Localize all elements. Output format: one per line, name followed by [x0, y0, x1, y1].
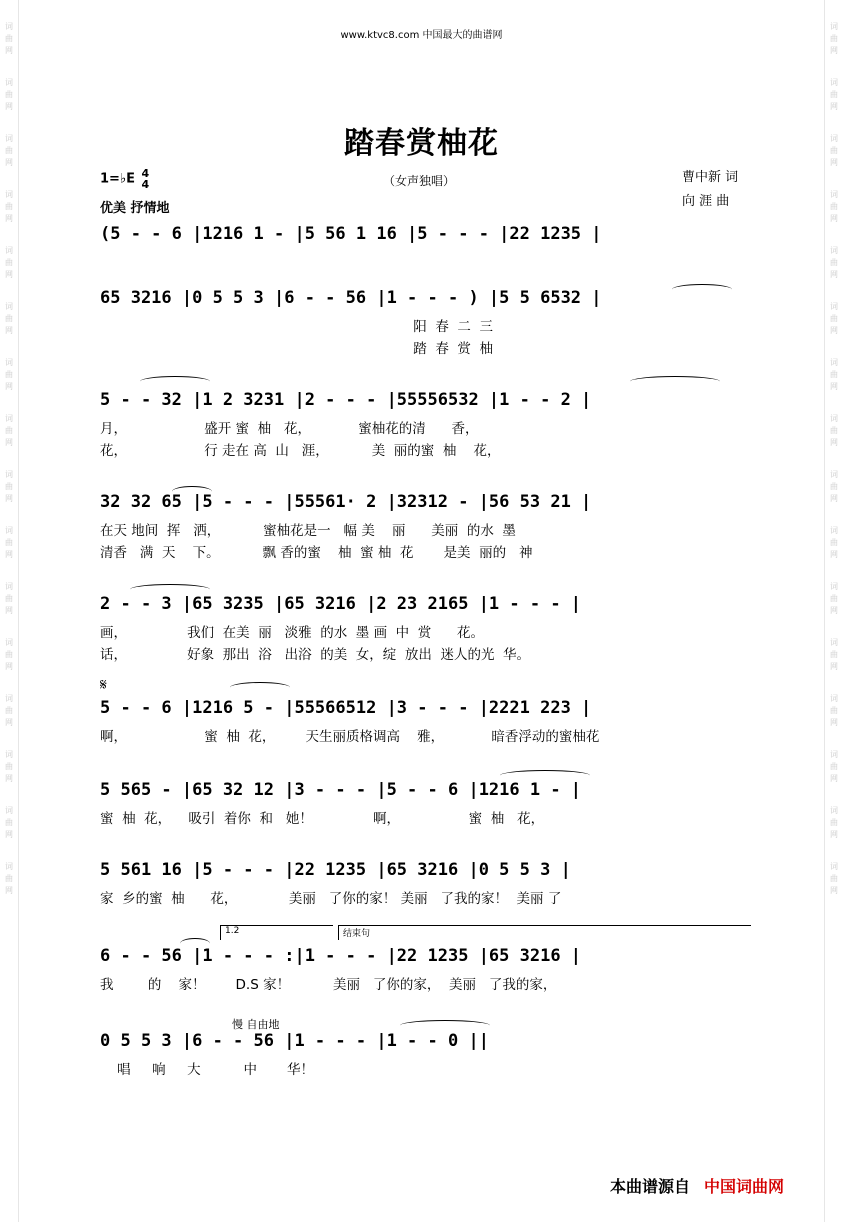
- notation: 5 561 16 |5 - - - |22 1235 |65 3216 |0 5 5 3 |: [100, 860, 571, 880]
- lyric-line: 唱 响 大 中 华！: [100, 1062, 315, 1078]
- slur-mark: [500, 770, 590, 781]
- watermark-glyph: 曲: [5, 482, 13, 491]
- lyric-line: 啊， 蜜 柚 花， 天生丽质格调高 雅， 暗香浮动的蜜柚花: [100, 729, 600, 745]
- watermark-glyph: 曲: [5, 202, 13, 211]
- watermark-glyph: 曲: [5, 874, 13, 883]
- watermark-glyph: 网: [830, 270, 838, 279]
- watermark-glyph: 词: [5, 78, 13, 87]
- credits: [682, 166, 738, 214]
- watermark-glyph: 网: [5, 438, 13, 447]
- lyricist: 曹中新 词: [682, 170, 739, 185]
- watermark-glyph: 词: [830, 638, 838, 647]
- watermark-glyph: 曲: [830, 818, 838, 827]
- lyric-line: 我 的 家！ D.S 家！ 美丽 了你的家， 美丽 了我的家，: [100, 977, 557, 993]
- watermark-glyph: 词: [830, 526, 838, 535]
- watermark-glyph: 曲: [830, 482, 838, 491]
- time-bottom: 4: [141, 178, 150, 191]
- watermark-glyph: 网: [830, 718, 838, 727]
- notation: 5 565 - |65 32 12 |3 - - - |5 - - 6 |1216 1 - |: [100, 780, 582, 800]
- watermark-glyph: 词: [5, 750, 13, 759]
- watermark-glyph: 网: [830, 606, 838, 615]
- expression-mark: 优美 抒情地: [100, 201, 170, 216]
- song-subtitle: （女声独唱）: [383, 174, 456, 188]
- notation: 65 3216 |0 5 5 3 |6 - - 56 |1 - - - ) |5 5 6532 |: [100, 288, 602, 308]
- watermark-glyph: 词: [5, 862, 13, 871]
- time-top: 4: [141, 167, 150, 180]
- watermark-glyph: 词: [5, 806, 13, 815]
- watermark-glyph: 曲: [830, 706, 838, 715]
- watermark-glyph: 词: [830, 78, 838, 87]
- watermark-glyph: 词: [5, 22, 13, 31]
- watermark-glyph: 词: [830, 470, 838, 479]
- watermark-glyph: 词: [830, 190, 838, 199]
- watermark-glyph: 曲: [830, 146, 838, 155]
- slur-mark: [230, 682, 290, 693]
- notation: 0 5 5 3 |6 - - 56 |1 - - - |1 - - 0 ||: [100, 1031, 489, 1051]
- slur-mark: [140, 376, 210, 387]
- lyric-line: 家 乡的蜜 柚 花， 美丽 了你的家！ 美丽 了我的家！ 美丽 了: [100, 891, 562, 907]
- watermark-glyph: 网: [5, 550, 13, 559]
- watermark-glyph: 曲: [5, 538, 13, 547]
- watermark-glyph: 网: [830, 774, 838, 783]
- watermark-glyph: 网: [5, 102, 13, 111]
- watermark-glyph: 网: [5, 382, 13, 391]
- watermark-glyph: 词: [830, 22, 838, 31]
- watermark-glyph: 词: [830, 134, 838, 143]
- lyric-line: 踏 春 赏 柚: [100, 341, 494, 357]
- watermark-glyph: 词: [830, 358, 838, 367]
- footer: [610, 1174, 784, 1197]
- watermark-glyph: 曲: [830, 34, 838, 43]
- slur-mark: [630, 376, 720, 387]
- watermark-glyph: 词: [5, 526, 13, 535]
- lyric-line: 蜜 柚 花， 吸引 着你 和 她！ 啊， 蜜 柚 花，: [100, 811, 545, 827]
- watermark-glyph: 词: [830, 302, 838, 311]
- watermark-glyph: 曲: [830, 90, 838, 99]
- watermark-glyph: 网: [5, 326, 13, 335]
- slur-mark: [180, 938, 210, 949]
- watermark-glyph: 词: [5, 246, 13, 255]
- watermark-glyph: 网: [5, 774, 13, 783]
- watermark-glyph: 曲: [830, 370, 838, 379]
- watermark-glyph: 网: [830, 886, 838, 895]
- lyric-line: 花， 行 走在 高 山 涯， 美 丽的蜜 柚 花，: [100, 443, 501, 459]
- lyric-line: 阳 春 二 三: [100, 319, 494, 335]
- watermark-glyph: 网: [830, 830, 838, 839]
- watermark-glyph: 网: [830, 550, 838, 559]
- lyric-line: 画， 我们 在美 丽 淡雅 的水 墨 画 中 赏 花。: [100, 625, 484, 641]
- segno-mark: 𝄋: [100, 675, 107, 694]
- notation: 5 - - 6 |1216 5 - |55566512 |3 - - - |2221 223 |: [100, 698, 592, 718]
- lyric-line: 月， 盛开 蜜 柚 花， 蜜柚花的清 香，: [100, 421, 479, 437]
- notation: (5 - - 6 |1216 1 - |5 56 1 16 |5 - - - |22 1235 |: [100, 224, 602, 244]
- composer: 向 涯 曲: [682, 194, 730, 209]
- watermark-glyph: 词: [5, 694, 13, 703]
- footer-label: 本曲谱源自: [610, 1177, 691, 1196]
- watermark-glyph: 曲: [5, 146, 13, 155]
- watermark-glyph: 曲: [5, 370, 13, 379]
- notation: 32 32 65 |5 - - - |55561· 2 |32312 - |56 53 21 |: [100, 492, 592, 512]
- watermark-glyph: 词: [830, 246, 838, 255]
- watermark-glyph: 网: [5, 662, 13, 671]
- watermark-glyph: 词: [5, 302, 13, 311]
- watermark-glyph: 词: [5, 638, 13, 647]
- notation: 5 - - 32 |1 2 3231 |2 - - - |55556532 |1 - - 2 |: [100, 390, 592, 410]
- watermark-glyph: 词: [830, 414, 838, 423]
- watermark-glyph: 网: [5, 494, 13, 503]
- watermark-glyph: 网: [830, 382, 838, 391]
- watermark-glyph: 曲: [830, 538, 838, 547]
- watermark-glyph: 曲: [5, 426, 13, 435]
- watermark-glyph: 曲: [5, 594, 13, 603]
- watermark-glyph: 网: [5, 46, 13, 55]
- watermark-glyph: 网: [830, 102, 838, 111]
- watermark-glyph: 网: [5, 886, 13, 895]
- lyric-line: 话， 好象 那出 浴 出浴 的美 女，绽 放出 迷人的光 华。: [100, 647, 531, 663]
- key-label: 1=♭E: [100, 171, 135, 187]
- notation: 6 - - 56 |1 - - - :|1 - - - |22 1235 |65 3216 |: [100, 946, 582, 966]
- watermark-glyph: 曲: [5, 258, 13, 267]
- right-watermark-strip: [824, 0, 843, 1222]
- watermark-glyph: 曲: [5, 34, 13, 43]
- watermark-glyph: 曲: [830, 258, 838, 267]
- watermark-glyph: 曲: [5, 706, 13, 715]
- notation: 2 - - 3 |65 3235 |65 3216 |2 23 2165 |1 - - - |: [100, 594, 582, 614]
- watermark-glyph: 词: [830, 694, 838, 703]
- footer-site: 中国词曲网: [704, 1177, 785, 1196]
- song-title: 踏春赏柚花: [344, 126, 499, 161]
- watermark-glyph: 曲: [830, 762, 838, 771]
- slur-mark: [172, 486, 212, 497]
- watermark-glyph: 网: [5, 214, 13, 223]
- watermark-glyph: 词: [830, 750, 838, 759]
- watermark-glyph: 网: [830, 326, 838, 335]
- slur-mark: [400, 1020, 490, 1031]
- volta-2: 结束句: [338, 925, 751, 940]
- watermark-glyph: 网: [5, 270, 13, 279]
- watermark-glyph: 词: [5, 582, 13, 591]
- lyric-line: 在天 地间 挥 洒， 蜜柚花是一 幅 美 丽 美丽 的水 墨: [100, 523, 516, 539]
- watermark-glyph: 曲: [830, 202, 838, 211]
- watermark-glyph: 词: [5, 190, 13, 199]
- watermark-glyph: 网: [830, 494, 838, 503]
- watermark-glyph: 曲: [830, 650, 838, 659]
- watermark-glyph: 曲: [830, 874, 838, 883]
- watermark-glyph: 词: [830, 862, 838, 871]
- watermark-glyph: 网: [5, 718, 13, 727]
- left-watermark-strip: [0, 0, 19, 1222]
- watermark-glyph: 词: [5, 358, 13, 367]
- watermark-glyph: 词: [5, 134, 13, 143]
- watermark-glyph: 词: [5, 414, 13, 423]
- site-header: www.ktvc8.com 中国最大的曲谱网: [340, 30, 503, 41]
- watermark-glyph: 网: [830, 662, 838, 671]
- watermark-glyph: 网: [830, 438, 838, 447]
- watermark-glyph: 曲: [830, 314, 838, 323]
- watermark-glyph: 曲: [830, 594, 838, 603]
- watermark-glyph: 词: [5, 470, 13, 479]
- watermark-glyph: 曲: [5, 650, 13, 659]
- watermark-glyph: 曲: [5, 314, 13, 323]
- watermark-glyph: 词: [830, 582, 838, 591]
- watermark-glyph: 网: [830, 158, 838, 167]
- lyric-line: 清香 满 天 下。 飘 香的蜜 柚 蜜 柚 花 是美 丽的 神: [100, 545, 533, 561]
- slur-mark: [672, 284, 732, 295]
- watermark-glyph: 网: [5, 606, 13, 615]
- watermark-glyph: 网: [5, 158, 13, 167]
- watermark-glyph: 曲: [5, 762, 13, 771]
- watermark-glyph: 网: [5, 830, 13, 839]
- watermark-glyph: 网: [830, 46, 838, 55]
- time-signature: [141, 168, 149, 190]
- watermark-glyph: 曲: [830, 426, 838, 435]
- watermark-glyph: 网: [830, 214, 838, 223]
- watermark-glyph: 曲: [5, 90, 13, 99]
- volta-1: 1.2: [220, 925, 333, 940]
- key-signature: [100, 168, 149, 190]
- watermark-glyph: 曲: [5, 818, 13, 827]
- slur-mark: [130, 584, 210, 595]
- watermark-glyph: 词: [830, 806, 838, 815]
- tempo-change: 慢 自由地: [232, 1018, 280, 1031]
